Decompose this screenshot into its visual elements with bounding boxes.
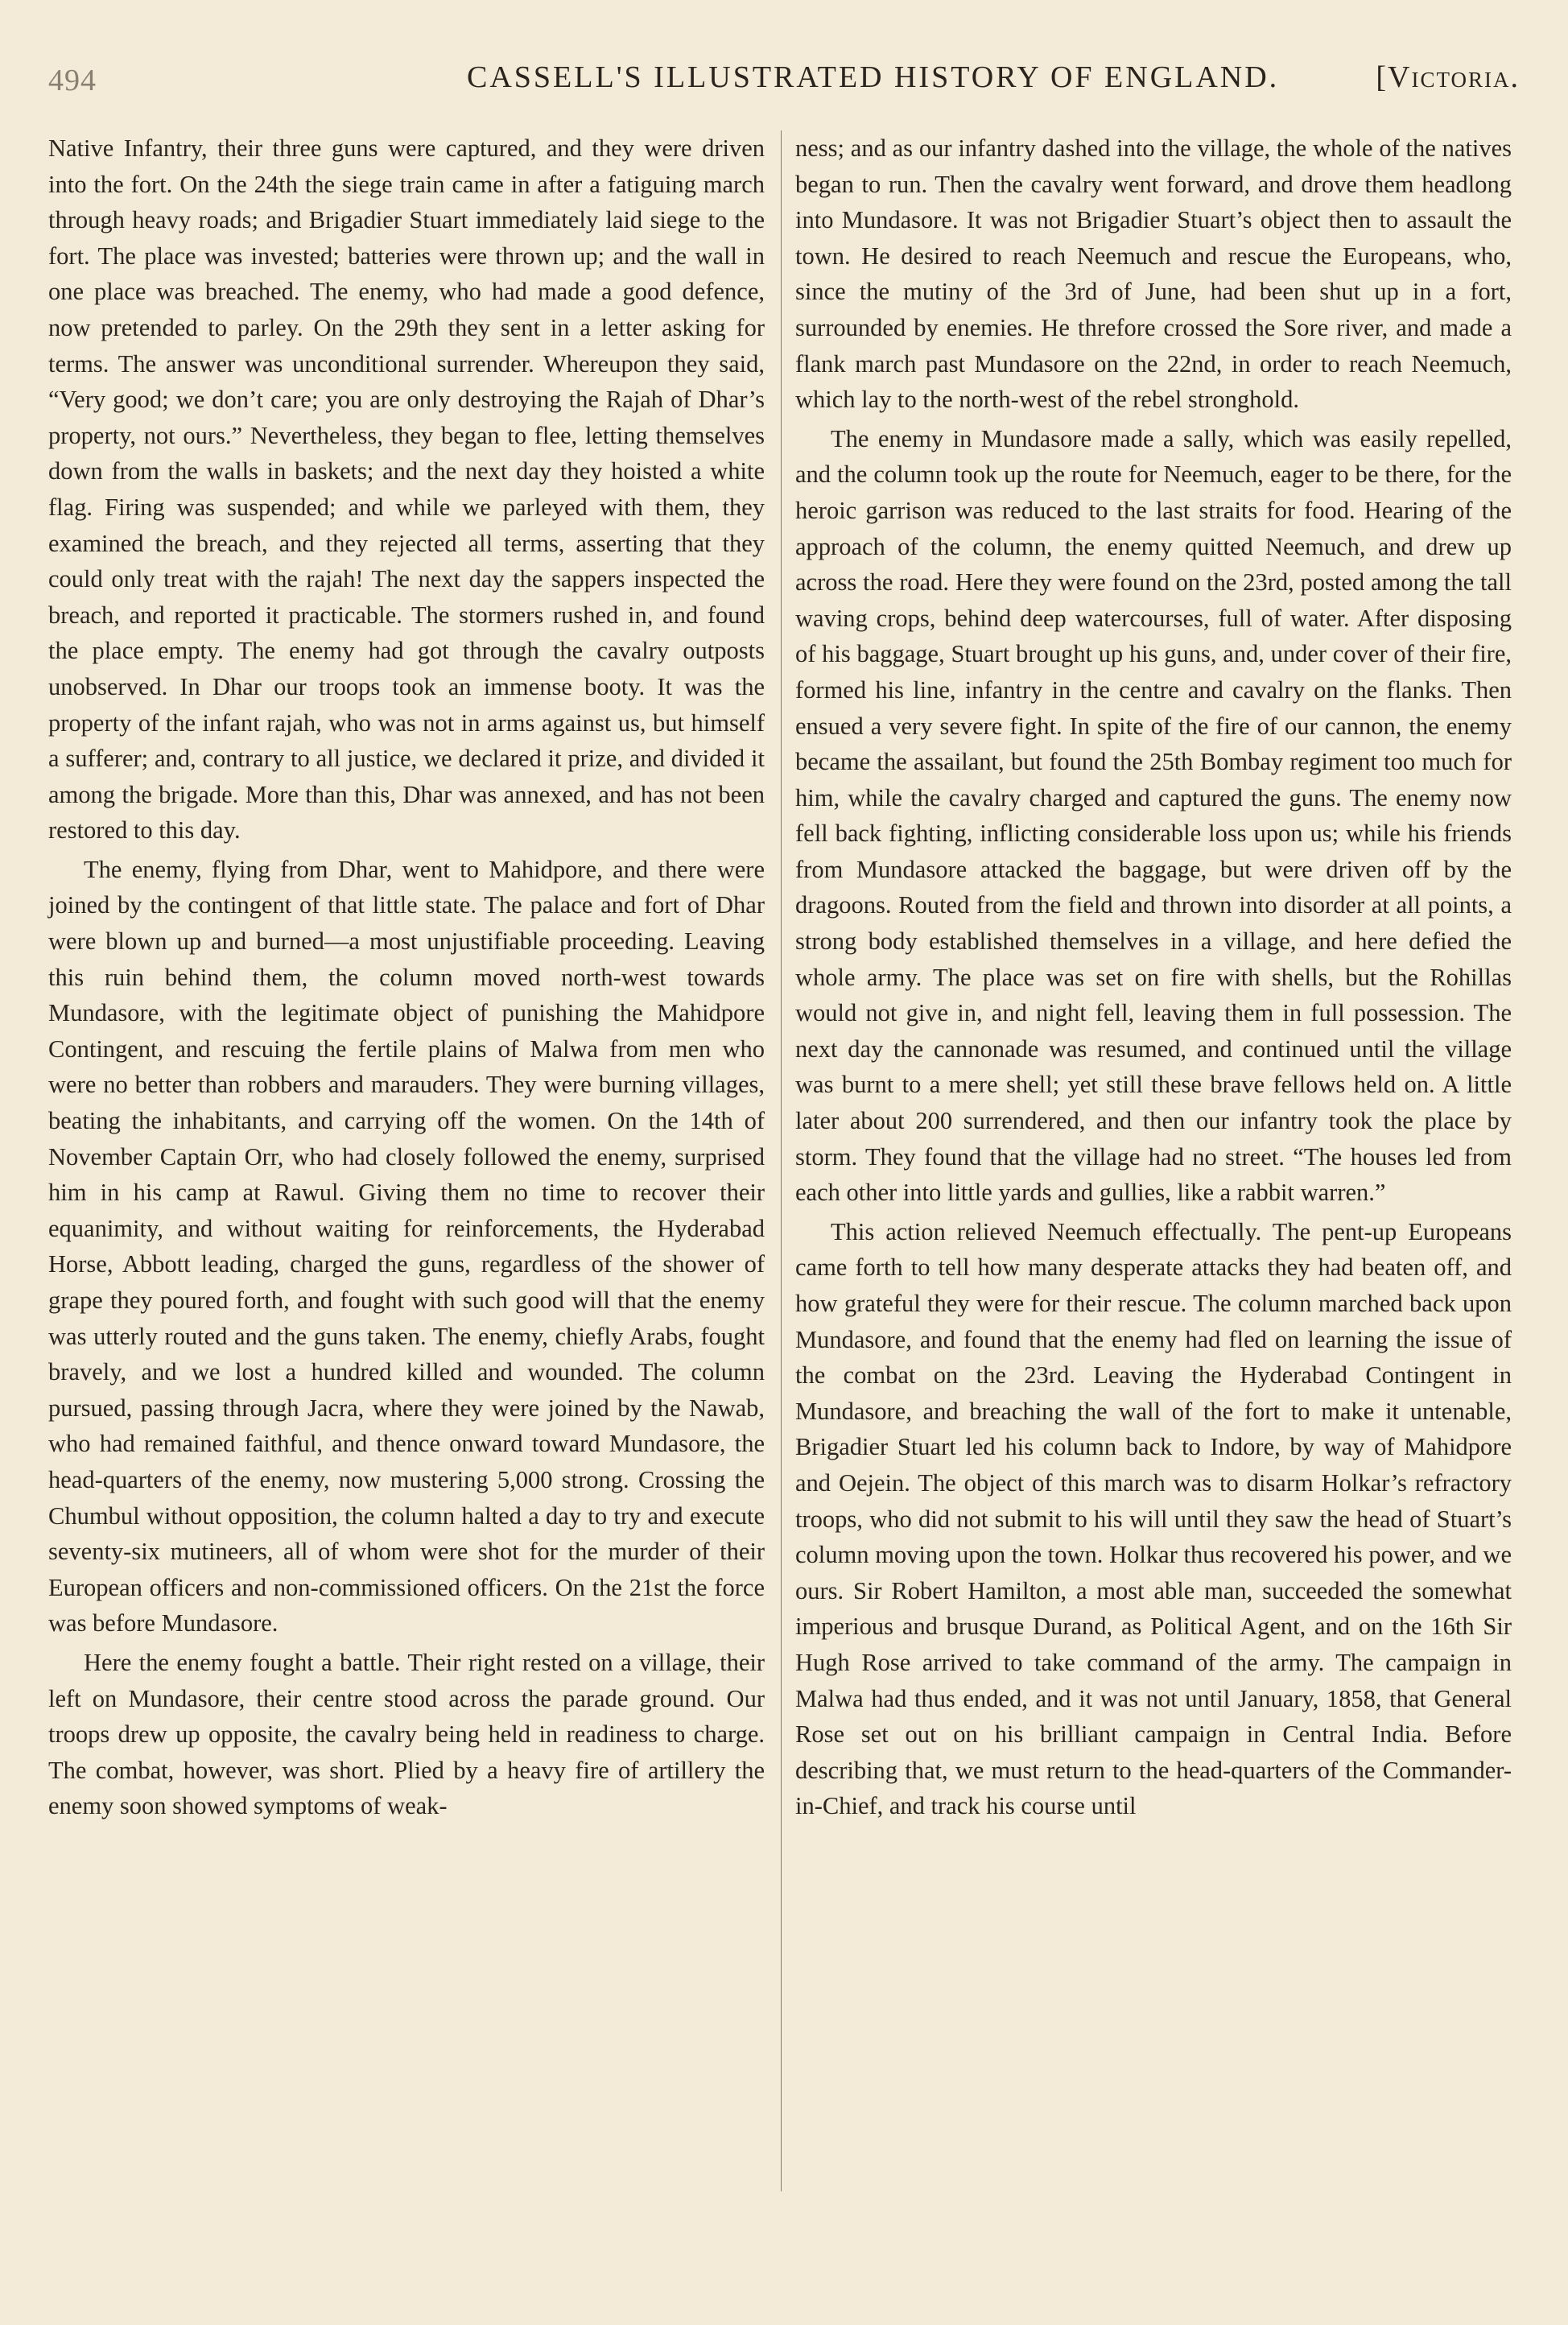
- paragraph: This action relieved Neemuch effectually. The pent-up Europeans came forth to tell how many desperate attacks they had beaten off, and how grateful they were for their rescue. The column marched back upon Mundasore, and found that the enemy had fled on learning the issue of the combat on the 23rd. Leaving the Hyderabad Contingent in Mundasore, and breaching the wall of the fort to make it untenable, Brigadier Stuart led his column back to Indore, by way of Mahidpore and Oejein. The object of this march was to disarm Holkar’s refractory troops, who did not submit to his will until they saw the head of Stuart’s column moving upon the town. Holkar thus recovered his power, and we ours. Sir Robert Hamilton, a most able man, succeeded the somewhat imperious and brusque Durand, as Political Agent, and on the 16th Sir Hugh Rose arrived to take command of the army. The campaign in Malwa had thus ended, and it was not until January, 1858, that General Rose set out on his brilliant campaign in Central India. Before describing that, we must return to the head-quarters of the Commander-in-Chief, and track his course until: [795, 1217, 1512, 1820]
- left-column: [48, 130, 765, 1827]
- paragraph: ness; and as our infantry dashed into the village, the whole of the natives began to run. Then the cavalry went forward, and drove them headlong into Mundasore. It was not Brigadier Stuart’s object then to assault the town. He desired to reach Neemuch and rescue the Europeans, who, since the mutiny of the 3rd of June, had been shut up in a fort, surrounded by enemies. He threfore crossed the Sore river, and made a flank march past Mundasore on the 22nd, in order to reach Neemuch, which lay to the north-west of the rebel stronghold.: [795, 134, 1512, 414]
- paragraph: Native Infantry, their three guns were captured, and they were driven into the fort. On the 24th the siege train came in after a fatiguing march through heavy roads; and Brigadier Stuart immediately laid siege to the fort. The place was invested; batteries were thrown up; and the wall in one place was breached. The enemy, who had made a good defence, now pretended to parley. On the 29th they sent in a letter asking for terms. The answer was unconditional surrender. Whereupon they said, “Very good; we don’t care; you are only destroying the Rajah of Dhar’s property, not ours.” Nevertheless, they began to flee, letting themselves down from the walls in baskets; and the next day they hoisted a white flag. Firing was suspended; and while we parleyed with them, they examined the breach, and they rejected all terms, asserting that they could only treat with the rajah! The next day the sappers inspected the breach, and reported it practicable. The stormers rushed in, and found the place empty. The enemy had got through the cavalry outposts unobserved. In Dhar our troops took an immense booty. It was the property of the infant rajah, who was not in arms against us, but himself a sufferer; and, contrary to all justice, we declared it prize, and divided it among the brigade. More than this, Dhar was annexed, and has not been restored to this day.: [48, 134, 765, 845]
- column-divider: [781, 130, 782, 2191]
- paragraph: The enemy, flying from Dhar, went to Mahidpore, and there were joined by the contingent of that little state. The palace and fort of Dhar were blown up and burned—a most unjustifiable proceeding. Leaving this ruin behind them, the column moved north-west towards Mundasore, with the legitimate object of punishing the Mahidpore Contingent, and rescuing the fertile plains of Malwa from men who were no better than robbers and marauders. They were burning villages, beating the inhabitants, and carrying off the women. On the 14th of November Captain Orr, who had closely followed the enemy, surprised him in his camp at Rawul. Giving them no time to recover their equanimity, and without waiting for reinforcements, the Hyderabad Horse, Abbott leading, charged the guns, regardless of the shower of grape they poured forth, and fought with such good will that the enemy was utterly routed and the guns taken. The enemy, chiefly Arabs, fought bravely, and we lost a hundred killed and wounded. The column pursued, passing through Jacra, where they were joined by the Nawab, who had remained faithful, and thence onward toward Mundasore, the head-quarters of the enemy, now mustering 5,000 strong. Crossing the Chumbul without opposition, the column halted a day to try and execute seventy-six mutineers, all of whom were shot for the murder of their European officers and non-commissioned officers. On the 21st the force was before Mundasore.: [48, 855, 765, 1637]
- paragraph: The enemy in Mundasore made a sally, which was easily repelled, and the column took up the route for Neemuch, eager to be there, for the heroic garrison was reduced to the last straits for food. Hearing of the approach of the column, the enemy quitted Neemuch, and drew up across the road. Here they were found on the 23rd, posted among the tall waving crops, behind deep watercourses, full of water. After disposing of his baggage, Stuart brought up his guns, and, under cover of their fire, formed his line, infantry in the centre and cavalry on the flanks. Then ensued a very severe fight. In spite of the fire of our cannon, the enemy became the assailant, but found the 25th Bombay regiment too much for him, while the cavalry charged and captured the guns. The enemy now fell back fighting, inflicting considerable loss upon us; while his friends from Mundasore attacked the baggage, but were driven off by the dragoons. Routed from the field and thrown into disorder at all points, a strong body established themselves in a village, and here defied the whole army. The place was set on fire with shells, but the Rohillas would not give in, and night fell, leaving them in full possession. The next day the cannonade was resumed, and continued until the village was burnt to a mere shell; yet still these brave fellows held on. A little later about 200 surrendered, and then our infantry took the place by storm. They found that the village had no street. “The houses led from each other into little yards and gullies, like a rabbit warren.”: [795, 424, 1512, 1207]
- right-column: [795, 130, 1512, 1827]
- page-number: 494: [48, 64, 97, 97]
- paragraph: Here the enemy fought a battle. Their right rested on a village, their left on Mundasore, their centre stood across the parade ground. Our troops drew up opposite, the cavalry being held in readiness to charge. The combat, however, was short. Plied by a heavy fire of artillery the enemy soon showed symptoms of weak-: [48, 1648, 765, 1820]
- section-label: [Victoria.: [1376, 60, 1520, 94]
- running-title: CASSELL'S ILLUSTRATED HISTORY OF ENGLAND.: [467, 60, 1280, 94]
- running-header: [48, 56, 1520, 105]
